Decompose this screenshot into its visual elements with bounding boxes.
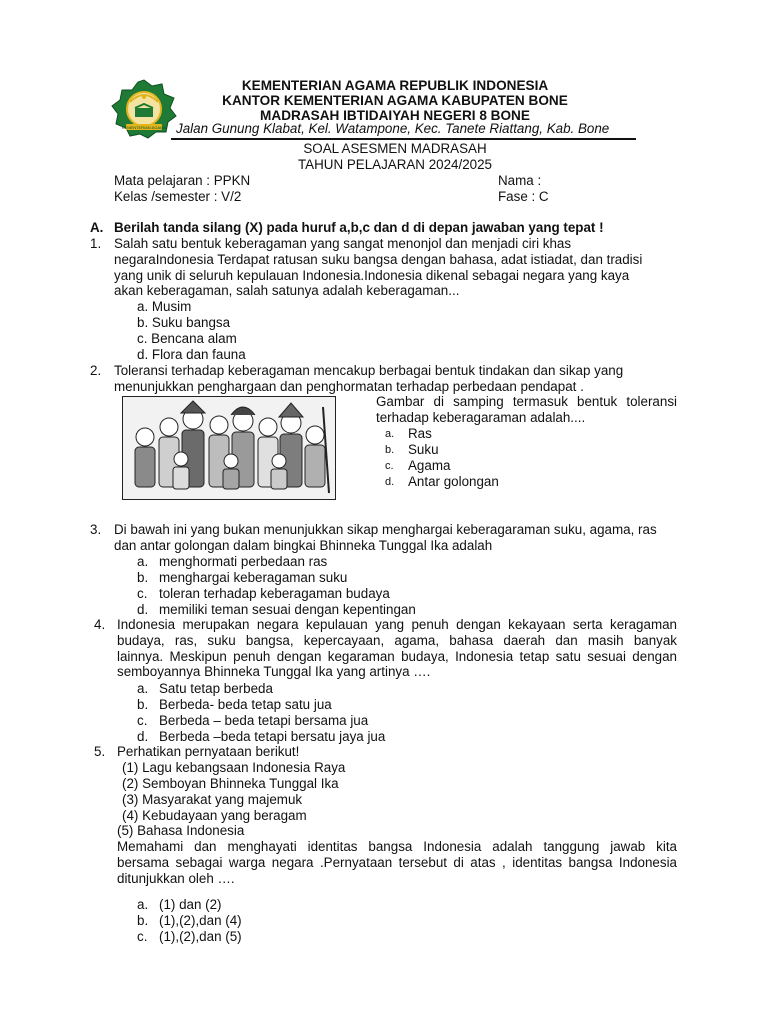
student-name-label: Nama :: [498, 173, 542, 188]
school-address: Jalan Gunung Klabat, Kel. Watampone, Kec. Tanete Riattang, Kab. Bone: [176, 121, 610, 136]
q4-option-c-letter: c.: [137, 713, 148, 728]
q1-option-d: d. Flora dan fauna: [137, 347, 246, 362]
diversity-illustration: [122, 396, 336, 500]
q4-option-a-letter: a.: [137, 681, 149, 696]
school-title: MADRASAH IBTIDAIYAH NEGERI 8 BONE: [260, 108, 530, 123]
q5-statement-1: (1) Lagu kebangsaan Indonesia Raya: [122, 760, 346, 775]
q4-option-d: Berbeda –beda tetapi bersatu jaya jua: [159, 729, 386, 744]
q5-option-b: (1),(2),dan (4): [159, 913, 242, 928]
q4-option-a: Satu tetap berbeda: [159, 681, 273, 696]
q2-option-d-letter: d.: [385, 476, 395, 488]
q2-option-a-letter: a.: [385, 428, 395, 440]
q3-option-b-letter: b.: [137, 570, 149, 585]
q5-option-b-letter: b.: [137, 913, 149, 928]
header-divider: [171, 138, 636, 140]
q3-option-b: menghargai keberagaman suku: [159, 570, 348, 585]
q3-option-c: toleran terhadap keberagaman budaya: [159, 586, 390, 601]
q5-statement-3: (3) Masyarakat yang majemuk: [122, 792, 303, 807]
class-semester-label: Kelas /semester : V/2: [114, 189, 242, 204]
phase-label: Fase : C: [498, 189, 549, 204]
exam-title: SOAL ASESMEN MADRASAH: [303, 141, 487, 156]
q5-statement-4: (4) Kebudayaan yang beragam: [122, 808, 307, 823]
q5-statement-5: (5) Bahasa Indonesia: [117, 823, 245, 838]
q1-option-c: c. Bencana alam: [137, 331, 237, 346]
q5-statement-2: (2) Semboyan Bhinneka Tunggal Ika: [122, 776, 339, 791]
q2-option-d: Antar golongan: [408, 474, 499, 489]
question-2-side-text: Gambar di samping termasuk bentuk toleransi terhadap keberagaraman adalah....: [376, 394, 677, 425]
question-2-number: 2.: [90, 363, 102, 378]
section-marker: A.: [90, 220, 104, 235]
q5-option-a-letter: a.: [137, 897, 149, 912]
question-5-number: 5.: [94, 744, 106, 759]
question-3-number: 3.: [90, 522, 102, 537]
section-instruction: Berilah tanda silang (X) pada huruf a,b,c dan d di depan jawaban yang tepat !: [114, 220, 604, 235]
ministry-title: KEMENTERIAN AGAMA REPUBLIK INDONESIA: [241, 78, 549, 93]
q5-option-c-letter: c.: [137, 929, 148, 944]
academic-year: TAHUN PELAJARAN 2024/2025: [297, 157, 492, 172]
q4-option-d-letter: d.: [137, 729, 149, 744]
q2-option-a: Ras: [408, 426, 432, 441]
q4-option-b: Berbeda- beda tetap satu jua: [159, 697, 332, 712]
subject-label: Mata pelajaran : PPKN: [114, 173, 251, 188]
question-5-intro: Perhatikan pernyataan berikut!: [117, 744, 300, 759]
q4-option-c: Berbeda – beda tetapi bersama jua: [159, 713, 369, 728]
q5-option-a: (1) dan (2): [159, 897, 222, 912]
q2-option-b: Suku: [408, 442, 439, 457]
question-2-text: Toleransi terhadap keberagaman mencakup berbagai bentuk tindakan dan sikap yang menunjukkan penghargaan dan penghormatan terhadap perbedaan pendapat .: [114, 363, 624, 394]
logo-text: KEMENTERIAN AGAMA: [121, 125, 167, 130]
q3-option-d-letter: d.: [137, 602, 149, 617]
q3-option-c-letter: c.: [137, 586, 148, 601]
q1-option-a: a. Musim: [137, 299, 192, 314]
question-1-text: Salah satu bentuk keberagaman yang sangat menonjol dan menjadi ciri khas negaraIndonesia Terdapat ratusan suku bangsa dengan bahasa, adat istiadat, dan tradisi yang unik di seluruh kepulauan Indonesia.Indonesia dikenal sebagai negara yang kaya akan keberagaman, salah satunya adalah keberagaman...: [114, 236, 643, 299]
q3-option-a: menghormati perbedaan ras: [159, 554, 328, 569]
question-5-text: Memahami dan menghayati identitas bangsa Indonesia adalah tanggung jawab kita bersama sebagai warga negara .Pernyataan tersebut di atas , identitas bangsa Indonesia ditunjukkan oleh ….: [117, 839, 677, 886]
q4-option-b-letter: b.: [137, 697, 149, 712]
q1-option-b: b. Suku bangsa: [137, 315, 231, 330]
question-4-number: 4.: [94, 617, 106, 632]
q2-option-c: Agama: [408, 458, 451, 473]
question-1-number: 1.: [90, 236, 102, 251]
q3-option-d: memiliki teman sesuai dengan kepentingan: [159, 602, 416, 617]
q3-option-a-letter: a.: [137, 554, 149, 569]
q2-option-c-letter: c.: [385, 460, 394, 472]
office-title: KANTOR KEMENTERIAN AGAMA KABUPATEN BONE: [222, 93, 568, 108]
question-3-text: Di bawah ini yang bukan menunjukkan sikap menghargai keberagaraman suku, agama, ras dan antar golongan dalam bingkai Bhinneka Tunggal Ika adalah: [114, 522, 657, 553]
question-4-text: Indonesia merupakan negara kepulauan yang penuh dengan kekayaan serta keragaman budaya, ras, suku bangsa, kepercayaan, agama, bahasa daerah dan masih banyak lainnya. Meskipun penuh dengan kegaraman budaya, Indonesia tetap satu sesuai dengan semboyannya Bhinneka Tunggal Ika yang artinya ….: [117, 617, 677, 680]
q5-option-c: (1),(2),dan (5): [159, 929, 242, 944]
q2-option-b-letter: b.: [385, 444, 395, 456]
